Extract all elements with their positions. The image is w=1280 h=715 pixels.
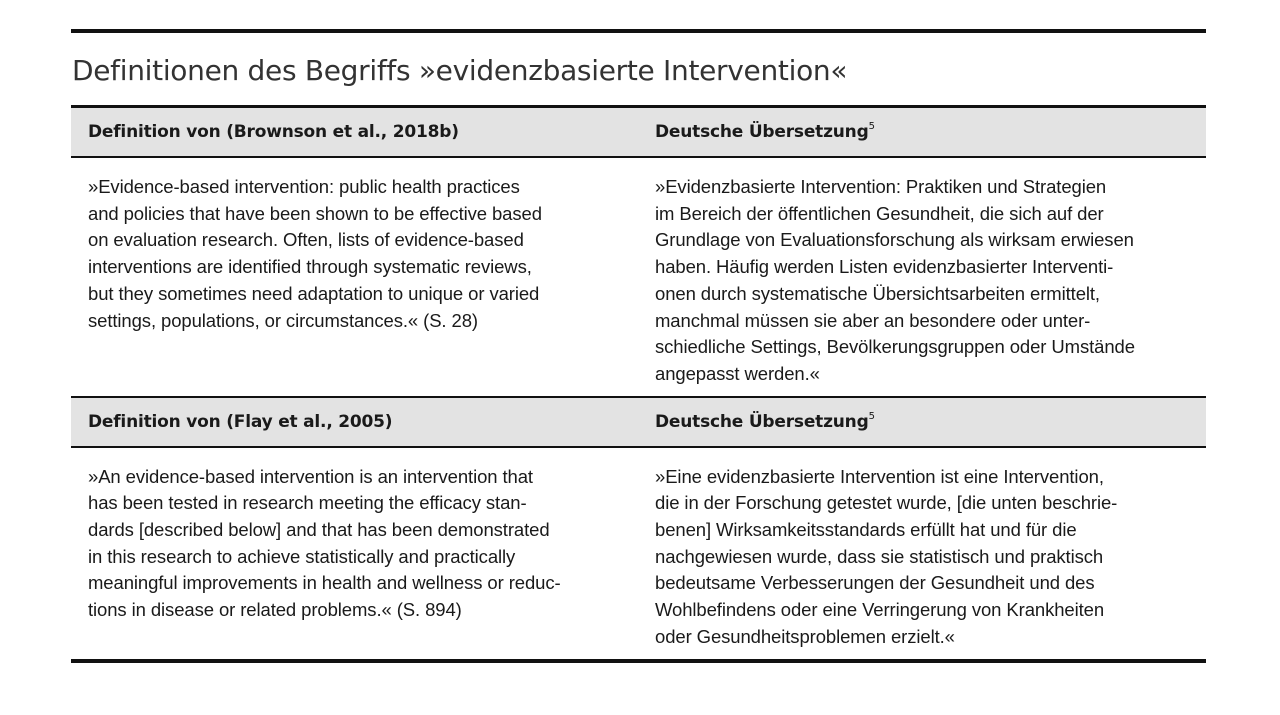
top-rule	[71, 29, 1206, 33]
page-title: Definitionen des Begriffs »evidenzbasierte Intervention«	[72, 54, 848, 87]
source-text: »An evidence-based intervention is an intervention that has been tested in research meeting the efficacy stan- dards [described below] and that has been demonstrated in this research to achieve statistically and practically meaningful improvements in health and wellness or reduc- tions in disease or related problems.« (S. 894)	[88, 465, 561, 621]
footnote-mark: 5	[868, 410, 875, 422]
section-header-row	[71, 108, 1206, 157]
source-heading: Definition von (Flay et al., 2005)	[71, 398, 638, 447]
section-header-row	[71, 398, 1206, 447]
definitions-table	[71, 108, 1206, 659]
section-body-row	[71, 158, 1206, 397]
definitions-box	[71, 29, 1206, 663]
section-body-row	[71, 448, 1206, 659]
translation-heading: Deutsche Übersetzung$^5$	[638, 398, 1206, 447]
source-heading: Definition von (Brownson et al., 2018b)	[71, 108, 638, 157]
translation-heading: Deutsche Übersetzung$^5$	[638, 108, 1206, 157]
translation-text: »Eine evidenzbasierte Intervention ist eine Intervention, die in der Forschung getestet wurde, [die unten beschrie- benen] Wirksamkeitsstandards erfüllt hat und für die nachgewiesen wurde, dass sie statistisch und praktisch bedeutsame Verbesserungen der Gesundheit und des Wohlbefindens oder eine Verringerung von Krankheiten oder Gesundheitsproblemen erzielt.«	[655, 465, 1118, 647]
source-text: »Evidence-based intervention: public health practices and policies that have been shown to be effective based on evaluation research. Often, lists of evidence-based interventions are identified through systematic reviews, but they sometimes need adaptation to unique or varied settings, populations, or circumstances.« (S. 28)	[88, 176, 542, 331]
footnote-mark: 5	[868, 121, 875, 132]
translation-text: »Evidenzbasierte Intervention: Praktiken und Strategien im Bereich der öffentlichen Gesundheit, die sich auf der Grundlage von Evaluationsforschung als wirksam erwiesen haben. Häufig werden Listen evidenzbasierter Interventi- onen durch systematische Übersichtsarbeiten ermittelt, manchmal müssen sie aber an besondere oder unter- schiedliche Settings, Bevölkerungsgruppen oder Umstände angepasst werden.«	[655, 176, 1135, 384]
bottom-rule	[71, 659, 1206, 663]
